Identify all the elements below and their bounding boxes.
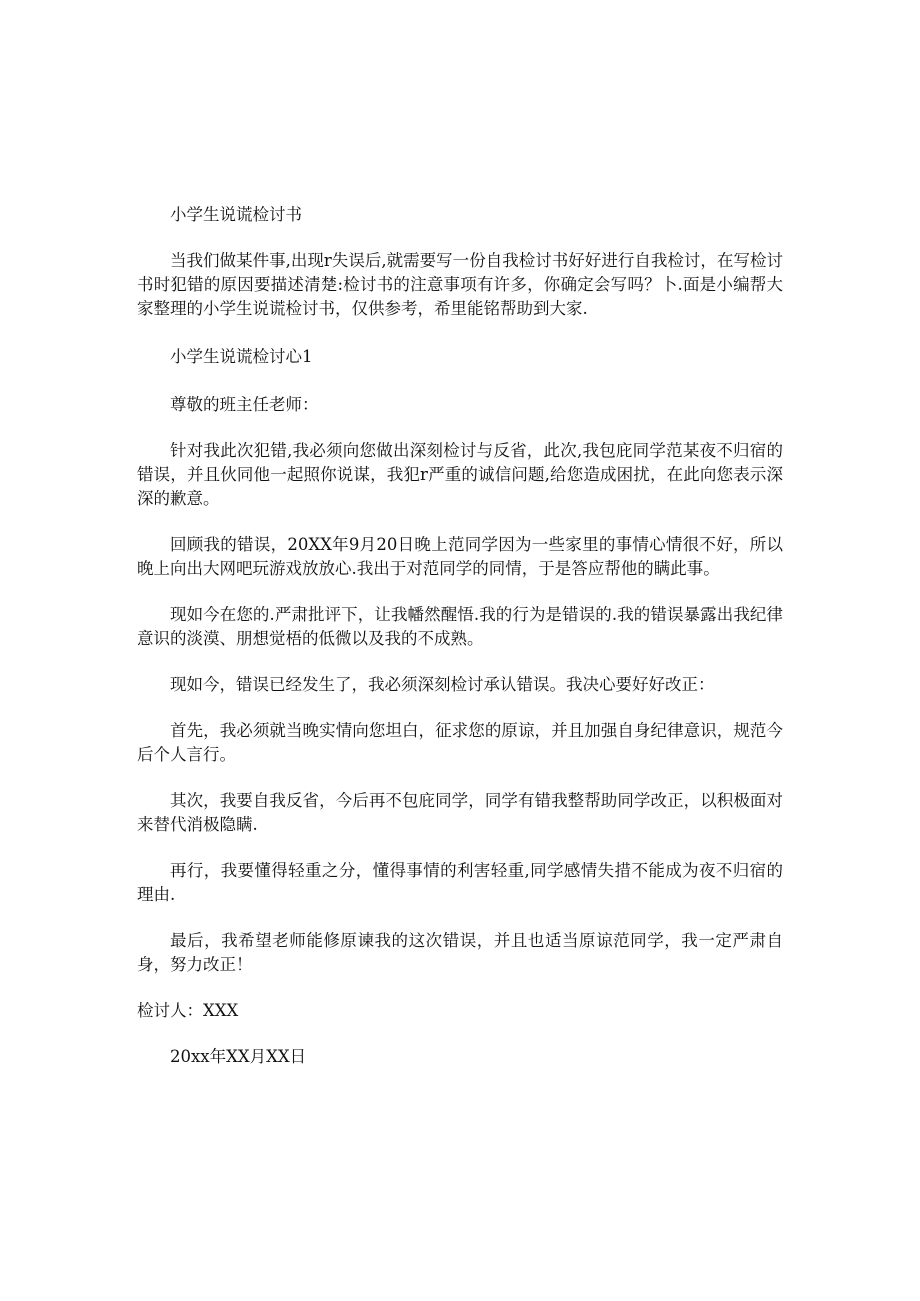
document-content: [137, 203, 783, 1069]
date-line: 20xx年XX月XX日: [170, 1047, 307, 1066]
body-paragraph: 现如今，错误已经发生了，我必须深刻检讨承认错误。我决心要好好改正：: [170, 675, 715, 694]
body-paragraph: 针对我此次犯错,我必须向您做出深刻检讨与反省，此次,我包庇同学范某夜不归宿的错误，并且伙同他一起照你说谋，我犯r严重的诚信问题,给您造成困扰，在此向您表示深深的歉意。: [137, 441, 783, 508]
body-paragraph: 回顾我的错误，20XX年9月20日晚上范同学因为一些家里的事情心情很不好，所以晚上向出大网吧玩游戏放放心.我出于对范同学的同情，于是答应帮他的瞒此事。: [137, 535, 783, 578]
intro-paragraph: 当我们做某件事,出现r失误后,就需要写一份自我检讨书好好进行自我检讨，在写检讨书时犯错的原因要描述清楚:检讨书的注意事项有许多，你确定会写吗？卜.面是小编帮大家整理的小学生说谎检讨书，仅供参考，希里能铭帮助到大家.: [137, 251, 783, 318]
body-paragraph: 最后，我希望老师能修原谏我的这次错误，并且也适当原谅范同学，我一定严肃自身，努力改正！: [137, 931, 783, 974]
body-paragraph: 首先，我必须就当晚实情向您坦白，征求您的原谅，并且加强自身纪律意识，规范今后个人言行。: [137, 721, 783, 764]
document-title: 小学生说谎检讨书: [170, 205, 302, 224]
section-subtitle: 小学生说谎检讨心1: [170, 347, 313, 366]
signature: 检讨人：XXX: [137, 1001, 239, 1020]
body-paragraph: 现如今在您的.严肃批评下，让我幡然醒悟.我的行为是错误的.我的错误暴露出我纪律意识的淡漠、朋想觉梧的低微以及我的不成熟。: [137, 605, 783, 648]
body-paragraph: 其次，我要自我反省，今后再不包庇同学，同学有错我整帮助同学改正，以积极面对来替代消极隐瞒.: [137, 791, 783, 834]
salutation: 尊敬的班主任老师：: [170, 395, 319, 414]
body-paragraph: 再行，我要懂得轻重之分，懂得事情的利害轻重,同学感情失措不能成为夜不归宿的理由.: [137, 861, 783, 904]
